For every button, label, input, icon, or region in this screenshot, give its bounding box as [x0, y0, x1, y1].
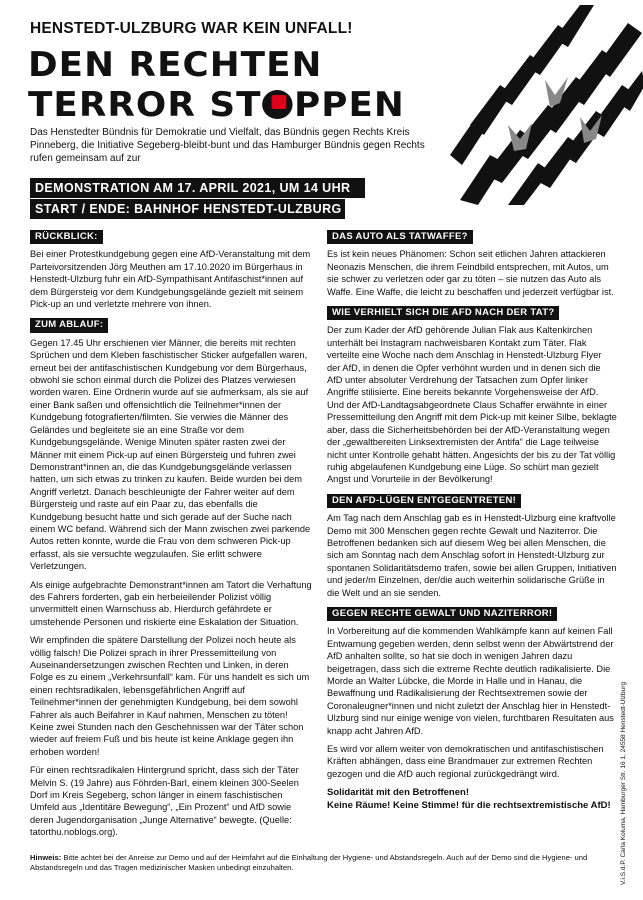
title-line-1: DEN RECHTEN	[28, 45, 323, 85]
right-column	[327, 230, 617, 820]
afd-nach-tat-text: Der zum Kader der AfD gehörende Julian Flak aus Kaltenkirchen unterhält bei Instagram nachweisbaren Kontakt zum Täter. Flak verteilte eine Woche nach dem Anschlag in Henstedt-Ulzburg Flyer der AfD, in denen die Opfer verhöhnt wurden und in denen sich die AfD unter absoluter Verdrehung der Tatsachen zum Opfer linker Angriffe stilisierte. Eine bereits bekannte Vorgehensweise der AfD. Und der AfD-Landtagsabgeordnete Claus Schaffer erwähnte in einer Pressemitteilung den Angriff mit dem Pick-up mit keiner Silbe, beklagte aber, dass die Sicherheitsbehörden bei der AfD-Veranstaltung wegen der „gewaltbereiten Linksextremisten der Antifa“ die Lage teilweise nicht unter Kontrolle gehabt hätten. Angesichts der bis zu der Tat völlig ruhig abgelaufenen Kundgebung eine Lüge. So schürt man gezielt Angst und Vorurteile in der Bevölkerung!	[327, 325, 617, 485]
section-heading-afd-luegen: DEN AFD-LÜGEN ENTGEGENTRETEN!	[327, 494, 521, 508]
afd-luegen-text: Am Tag nach dem Anschlag gab es in Henstedt-Ulzburg eine kraftvolle Demo mit 300 Menschen gegen rechte Gewalt und Naziterror. Die Betroffenen bedanken sich auf diesem Weg bei allen Menschen, die sich am Sonntag nach dem Anschlag sofort in Henstedt-Ulzburg zur spontanen Solidaritätsdemo trafen, sowie bei allen Gruppen, Initiativen und jeder/m Einzelnen, der/die auch weiterhin solidarische Grüße in die Welt und an sie senden.	[327, 513, 617, 598]
tire-track-icon	[450, 5, 643, 205]
tatwaffe-text: Es ist kein neues Phänomen: Schon seit etlichen Jahren attackieren Neonazis Menschen, die ihrem Feindbild entsprechen, mit Autos, um sie schwer zu verletzen oder gar zu töten – sie nutzen das Auto als Waffe. Eine Waffe, die leicht zu beschaffen und jederzeit verfügbar ist.	[327, 249, 614, 297]
title-line-2-b: PPEN	[294, 85, 405, 125]
imprint-text: V.i.S.d.P. Carla Koluma, Hamburger Str. 16 1, 24558 Henstedt-Ulzburg	[620, 681, 627, 885]
intro-text: Das Henstedter Bündnis für Demokratie und Vielfalt, das Bündnis gegen Rechts Kreis Pinneberg, die Initiative Segeberg-bleibt-bunt und das Hamburger Bündnis gegen Rechts rufen gemeinsam auf zur	[30, 127, 425, 164]
section-heading-gegen-rechte-gewalt: GEGEN RECHTE GEWALT UND NAZITERROR!	[327, 607, 557, 621]
title-line-2-a: TERROR ST	[28, 85, 262, 125]
section-heading-afd-nach-tat: WIE VERHIELT SICH DIE AFD NACH DER TAT?	[327, 306, 559, 320]
kicker-headline: HENSTEDT-ULZBURG WAR KEIN UNFALL!	[30, 20, 353, 37]
ablauf-text-4: Für einen rechtsradikalen Hintergrund spricht, dass sich der Täter Melvin S. (19 Jahre) aus Föhrden-Barl, einem kleinen 300-Seelen Dorf im Kreis Segeberg, schon länger in einem faschistischen Umfeld aus „Identitäre Bewegung“, „Ein Prozent“ und AfD sowie deren Jugendorganisation „Junge Alternative“ bewegte. (Quelle: tatorthu.noblogs.org).	[30, 765, 299, 838]
footer-note	[30, 853, 600, 873]
section-heading-ablauf: ZUM ABLAUF:	[30, 318, 108, 332]
section-heading-rueckblick: RÜCKBLICK:	[30, 230, 103, 244]
location-banner: START / ENDE: BAHNHOF HENSTEDT-ULZBURG	[30, 199, 345, 219]
closing-solidaritaet: Solidarität mit den Betroffenen!	[327, 787, 469, 799]
closing-slogan: Keine Räume! Keine Stimme! für die rechtsextremistische AfD!	[327, 800, 611, 812]
footer-label: Hinweis:	[30, 853, 62, 862]
section-heading-tatwaffe: DAS AUTO ALS TATWAFFE?	[327, 230, 473, 244]
date-banner: DEMONSTRATION AM 17. APRIL 2021, UM 14 UHR	[30, 178, 365, 198]
ablauf-text-1: Gegen 17.45 Uhr erschienen vier Männer, die bereits mit rechten Sprüchen und dem Kleben faschistischer Sticker aufgefallen waren, erneut bei der antifaschistischen Kundgebung vor dem Bürgerhaus, obwohl sie schon einmal durch die Polizei des Platzes verwiesen worden waren. Eine Ordnerin wurde auf sie aufmerksam, als sie auf einer Bank saßen und offensichtlich die Teilnehmer*innen der Kundgebung fotografierten/filmten. Sie verwies die Männer des Geländes und begleitete sie an eine Straße vor dem Kundgebungsgelände. Wenige Minuten später rasten zwei der Männer mit einem Pick-up auf einen Bürgersteig und fuhren zwei Demonstrant*innen an, die das Kundgebungsgelände verlassen hatten, um sich etwas zu trinken zu kaufen. Beide wurden bei dem Angriff verletzt. Danach beschleunigte der Fahrer weiter auf dem Bürgersteig und raste auf ein Paar zu, das ebenfalls die Kundgebung besucht hatte und sich gerade auf der Suche nach einem WC befand. Während sich der Mann zwischen zwei parkende Autos retten konnte, wurde die Frau von dem schweren Pick-up erfasst, als sie versuchte wegzulaufen. Sie erlitt schwere Verletzungen.	[30, 337, 311, 572]
ablauf-text-2: Als einige aufgebrachte Demonstrant*innen am Tatort die Verhaftung des Fahrers forderten, gab ein herbeieilender Polizist völlig unvermittelt einen Warnschuss ab. Hierdurch gefährdete er umstehende Personen und riskierte eine Eskalation der Situation.	[30, 579, 312, 627]
title-line-2	[28, 85, 405, 125]
footer-text: Bitte achtet bei der Anreise zur Demo und auf der Heimfahrt auf die Einhaltung der Hygiene- und Abstandsregeln. Auch auf der Demo sind die Hygiene- und Abstandsregeln und das Tragen medizinischer Masken unbedingt einzuhalten.	[30, 853, 588, 872]
rueckblick-text: Bei einer Protestkundgebung gegen eine AfD-Veranstaltung mit dem Parteivorsitzenden Jörg Meuthen am 17.10.2020 im Bürgerhaus in Henstedt-Ulzburg fuhr ein AfD-Sympathisant Antifaschist*innen auf dem Bürgersteig vor dem Kundgebungsgelände gezielt mit seinem Pick-up an und verletzte mehrere von ihnen.	[30, 249, 311, 310]
gegen-rechte-gewalt-text-1: In Vorbereitung auf die kommenden Wahlkämpfe kann auf keinen Fall Entwarnung gegeben werden, denn selbst wenn der Abwärtstrend der AfD anhalten sollte, so hat sie doch in wenigen Jahren dazu beigetragen, dass sich die extreme Rechte deutlich radikalisierte. Die Morde an Walter Lübcke, die Morde in Halle und in Hanau, die Bewaffnung und Radikalisierung der Rechtsextremen sowie der Coronaleugner*innen und nicht zuletzt der Anschlag hier in Henstedt-Ulzburg sind nur einige wenige von vielen, furchtbaren Resultaten aus knapp acht Jahren AfD.	[327, 626, 614, 736]
gegen-rechte-gewalt-text-2: Es wird vor allem weiter von demokratischen und antifaschistischen Kräften abhängen, dass eine Brandmauer zur extremen Rechten gezogen und die AfD auch regional zurückgedrängt wird.	[327, 744, 604, 779]
antifa-flag-logo-icon	[263, 90, 293, 119]
left-column	[30, 230, 312, 847]
ablauf-text-3: Wir empfinden die spätere Darstellung der Polizei noch heute als völlig falsch! Die Polizei sprach in ihrer Pressemitteilung von Auseinandersetzungen zwischen Rechten und Linken, in deren Folge es zu einem „Verkehrsunfall“ kam. Für uns handelt es sich um einen rechtsradikalen, lebensgefährlichen Angriff auf Teilnehmer*innen der genehmigten Kundgebung, bei dem sowohl Fahrer als auch Beifahrer in Kauf nahmen, Menschen zu töten! Keine zwei Stunden nach den Geschehnissen war der Täter schon wieder auf freiem Fuß und bis heute ist keine Anklage gegen ihn erhoben worden!	[30, 635, 310, 757]
